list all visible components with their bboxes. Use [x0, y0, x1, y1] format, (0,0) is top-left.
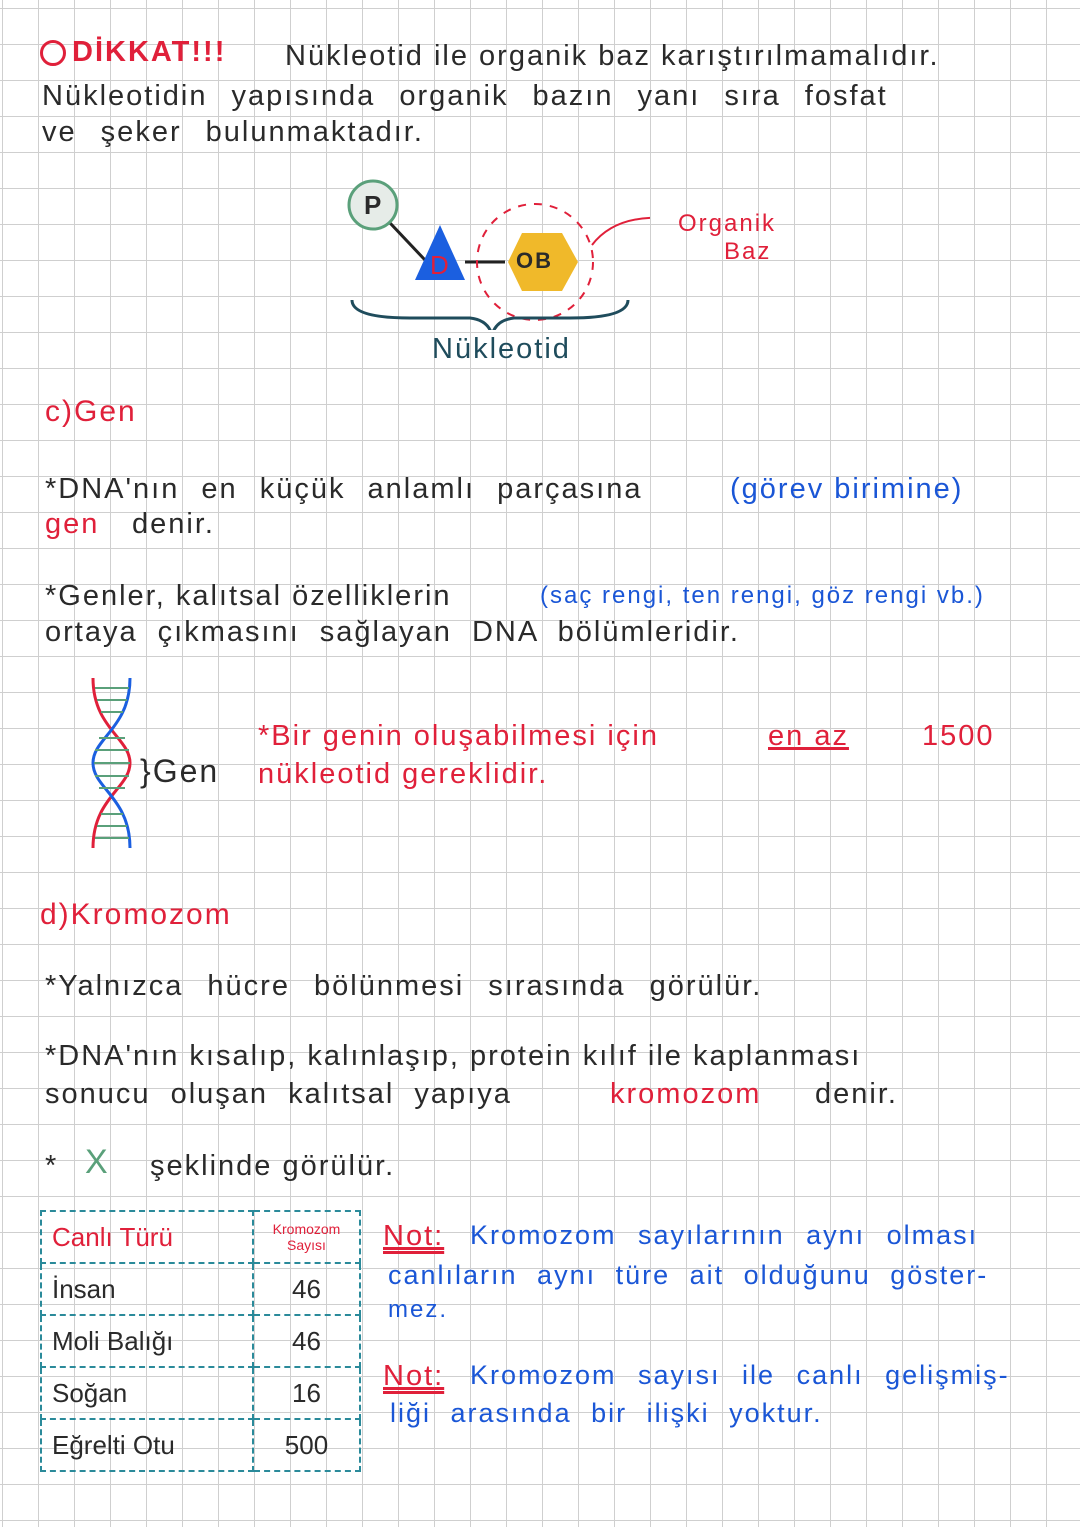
cell-count: 46	[253, 1263, 360, 1315]
organic-base-label-1: Organik	[678, 210, 777, 237]
kromozom-p2-b: sonucu oluşan kalıtsal yapıya	[45, 1078, 512, 1110]
gen-p1-a: *DNA'nın en küçük anlamlı parçasına	[45, 473, 643, 505]
table-row	[41, 1367, 360, 1419]
sugar-label: D	[430, 250, 451, 280]
warning-circle-icon	[40, 40, 66, 66]
gen-note-2: nükleotid gereklidir.	[258, 758, 549, 790]
cell-species: Soğan	[41, 1367, 253, 1419]
cell-count: 46	[253, 1315, 360, 1367]
gen-p1-b: (görev birimine)	[730, 473, 964, 505]
note-line: Kromozom sayılarının aynı olması	[470, 1220, 979, 1250]
organic-base-label-2: Baz	[724, 238, 772, 265]
warning-title: DİKKAT!!!	[72, 36, 227, 68]
note-line: canlıların aynı türe ait olduğunu göster-	[388, 1260, 989, 1290]
table-row	[41, 1263, 360, 1315]
cell-species: İnsan	[41, 1263, 253, 1315]
gen-p2-b: (saç rengi, ten rengi, göz rengi vb.)	[540, 582, 985, 609]
chromosome-table	[40, 1210, 361, 1472]
warning-line-2: Nükleotidin yapısında organik bazın yanı sıra fosfat	[42, 80, 888, 112]
kromozom-p3-a: *	[45, 1150, 59, 1182]
cell-count: 16	[253, 1367, 360, 1419]
kromozom-p2-c: kromozom	[610, 1078, 762, 1110]
table-header	[41, 1211, 360, 1263]
nucleotide-brace-label: Nükleotid	[432, 333, 571, 365]
note-label: Not:	[383, 1220, 445, 1252]
cell-count: 500	[253, 1419, 360, 1471]
gen-p2-a: *Genler, kalıtsal özelliklerin	[45, 580, 452, 612]
warning-line-1: Nükleotid ile organik baz karıştırılmamalıdır.	[285, 40, 940, 72]
phosphate-label: P	[364, 190, 384, 220]
table-row	[41, 1315, 360, 1367]
gen-heading: c)Gen	[45, 395, 137, 428]
brace-icon	[352, 300, 628, 330]
gen-p1-d: denir.	[132, 508, 215, 540]
warning-line-3: ve şeker bulunmaktadır.	[42, 116, 424, 148]
header-species: Canlı Türü	[41, 1211, 253, 1263]
cell-species: Moli Balığı	[41, 1315, 253, 1367]
arrow-icon	[592, 218, 650, 245]
dna-helix-icon	[85, 678, 140, 848]
kromozom-p2-a: *DNA'nın kısalıp, kalınlaşıp, protein kılıf ile kaplanması	[45, 1040, 862, 1072]
chromosome-x-icon: X	[85, 1143, 110, 1181]
kromozom-p2-d: denir.	[815, 1078, 898, 1110]
note-line: liği arasında bir ilişki yoktur.	[390, 1398, 823, 1428]
cell-species: Eğrelti Otu	[41, 1419, 253, 1471]
kromozom-heading: d)Kromozom	[40, 898, 232, 931]
kromozom-p1: *Yalnızca hücre bölünmesi sırasında görülür.	[45, 970, 763, 1002]
table-row	[41, 1419, 360, 1471]
gen-note-en-az: en az	[768, 720, 849, 752]
kromozom-p3-b: şeklinde görülür.	[150, 1150, 396, 1182]
gen-p2-c: ortaya çıkmasını sağlayan DNA bölümleridir.	[45, 616, 740, 648]
note-line: mez.	[388, 1296, 449, 1323]
header-count: Kromozom Sayısı	[253, 1211, 360, 1263]
gen-p1-c: gen	[45, 508, 100, 540]
gen-note-number: 1500	[922, 720, 995, 752]
note-line: Kromozom sayısı ile canlı gelişmiş-	[470, 1360, 1010, 1390]
dna-gen-label: }Gen	[140, 753, 220, 789]
gen-note-1: *Bir genin oluşabilmesi için	[258, 720, 659, 752]
note-label: Not:	[383, 1360, 445, 1392]
base-label: OB	[516, 248, 553, 273]
